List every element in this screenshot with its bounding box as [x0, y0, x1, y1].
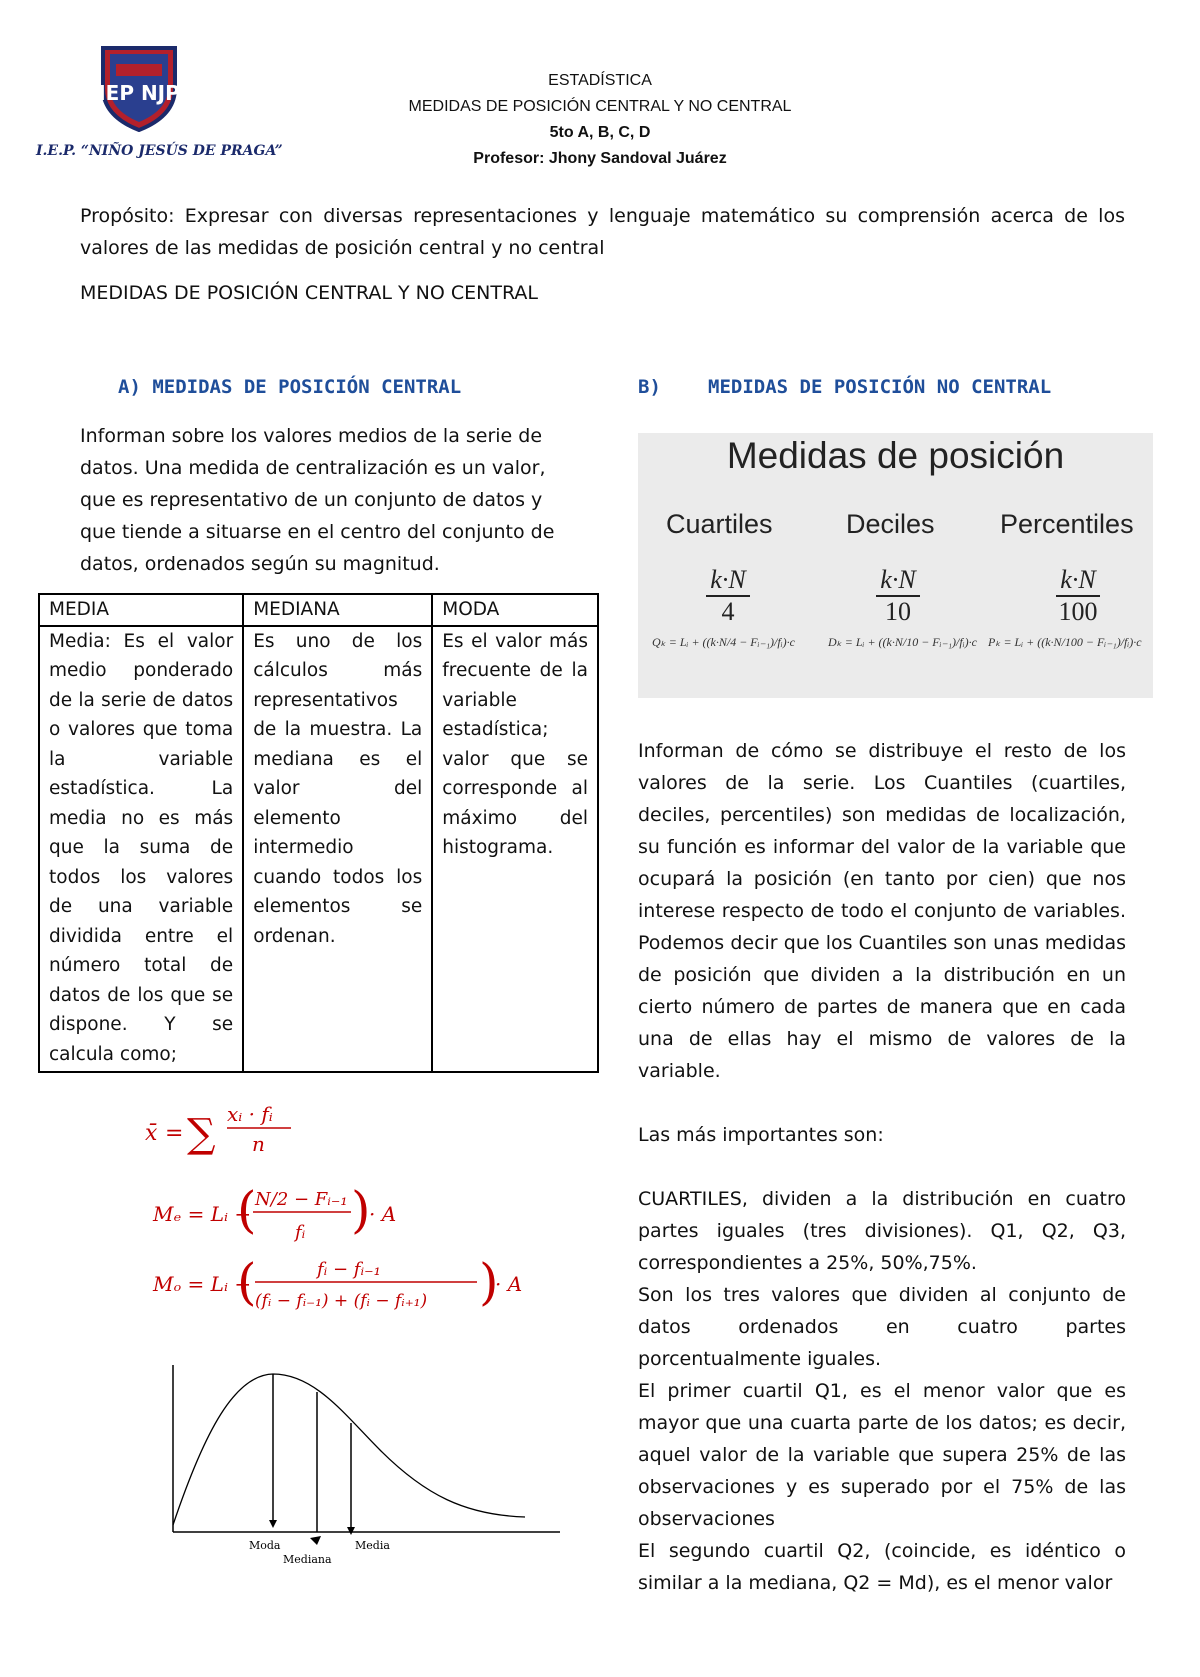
mean-numerator: xᵢ · fᵢ [227, 1102, 273, 1126]
section-a-intro: Informan sobre los valores medios de la serie de datos. Una medida de centralización es un valor, que es representativo de un conjunto de datos y que tiende a situarse en el centro del conjunto de datos, ordenados según su magnitud. [80, 425, 555, 575]
table-cell-moda: Es el valor más frecuente de la variable estadística; valor que se corresponde al máximo del histograma. [432, 626, 598, 1072]
formulas-image [145, 1095, 545, 1315]
percentile-formula: Pₖ = Lᵢ + ((k·N/100 − Fᵢ₋₁)/fᵢ)·c [988, 635, 1142, 649]
measures-table [38, 593, 599, 1073]
decile-formula: Dₖ = Lᵢ + ((k·N/10 − Fᵢ₋₁)/fᵢ)·c [828, 635, 977, 649]
svg-text:(: ( [237, 1253, 257, 1311]
mean-symbol: x̄ [145, 1121, 158, 1146]
svg-text:=: = [165, 1121, 184, 1146]
quartile-fraction [693, 565, 763, 627]
grades: 5to A, B, C, D [549, 124, 651, 141]
section-a-title: A) MEDIDAS DE POSICIÓN CENTRAL [118, 376, 462, 398]
page-subtitle: MEDIDAS DE POSICIÓN CENTRAL Y NO CENTRAL [80, 282, 538, 304]
topic-title: MEDIDAS DE POSICIÓN CENTRAL Y NO CENTRAL [408, 98, 792, 115]
svg-text:): ) [351, 1181, 371, 1239]
paragraph-quantiles: Informan de cómo se distribuye el resto de los valores de la serie. Los Cuantiles (cuartiles, deciles, percentiles) son medidas de localización, su función es informar del valor de la variable que ocupará la posición (en tanto por cien) que nos interese respecto de todo el conjunto de variables. Podemos decir que los Cuantiles son unas medidas de posición que dividen a la distribución en un cierto número de partes de manera que en cada una de ellas hay el mismo de valores de la variable. [638, 740, 1126, 1082]
logo-text: IEP NJP [98, 81, 180, 105]
table-cell-media: Media: Es el valor medio ponderado de la serie de datos o valores que toma la variable estadística. La media no es más que la suma de todos los valores de una variable dividida entre el número total de datos de los que se dispone. Y se calcula como; [39, 626, 243, 1072]
median-numerator: N/2 − Fᵢ₋₁ [255, 1189, 348, 1210]
skewed-distribution-chart [165, 1360, 565, 1565]
quartile-den: 4 [721, 597, 735, 626]
purpose: Propósito: Expresar con diversas representaciones y lenguaje matemático su comprensión acerca de los valores de las medidas de posición central y no central [80, 205, 1125, 259]
quartile-formula: Qₖ = Lᵢ + ((k·N/4 − Fᵢ₋₁)/fᵢ)·c [652, 635, 795, 649]
mode-amplitude: · A [495, 1272, 523, 1296]
deciles-heading: Deciles [846, 509, 935, 539]
percentile-fraction [1043, 565, 1113, 627]
median-denominator: fᵢ [295, 1222, 306, 1243]
table-cell-mediana: Es uno de los cálculos más representativos de la muestra. La mediana es el valor del elemento intermedio cuando todos los elementos se ordenan. [243, 626, 432, 1072]
mean-denominator: n [252, 1132, 265, 1156]
section-b-title: MEDIDAS DE POSICIÓN NO CENTRAL [708, 376, 1052, 398]
quartiles-heading: Cuartiles [666, 509, 773, 539]
subject-title: ESTADÍSTICA [548, 72, 652, 89]
section-b-body [638, 735, 1126, 1599]
mean-label: Media [355, 1539, 390, 1552]
median-lhs: Mₑ = Lᵢ + [153, 1202, 252, 1226]
paragraph-first-quartile: El primer cuartil Q1, es el menor valor que es mayor que una cuarta parte de los datos; es decir, aquel valor de la variable que supera 25% de las observaciones y es superado por el 75% de las observaciones [638, 1380, 1126, 1530]
mode-lhs: Mₒ = Lᵢ + [153, 1272, 252, 1296]
mode-denominator: (fᵢ − fᵢ₋₁) + (fᵢ − fᵢ₊₁) [255, 1291, 428, 1311]
table-header-media: MEDIA [39, 594, 243, 626]
median-label: Mediana [283, 1553, 332, 1565]
svg-text:): ) [479, 1253, 499, 1311]
paragraph-second-quartile: El segundo cuartil Q2, (coincide, es idéntico o similar a la mediana, Q2 = Md), es el menor valor [638, 1540, 1126, 1594]
decile-num: k·N [876, 565, 919, 597]
paragraph-quartiles: CUARTILES, dividen a la distribución en cuatro partes iguales (tres divisiones). Q1, Q2, Q3, correspondientes a 25%, 50%,75%. [638, 1188, 1126, 1274]
decile-den: 10 [885, 597, 911, 626]
image-title: Medidas de posición [726, 435, 1065, 476]
school-logo [98, 42, 180, 132]
table-header-moda: MODA [432, 594, 598, 626]
quartile-num: k·N [706, 565, 749, 597]
percentile-den: 100 [1058, 597, 1098, 626]
teacher: Profesor: Jhony Sandoval Juárez [473, 150, 727, 167]
mode-numerator: fᵢ − fᵢ₋₁ [317, 1259, 381, 1280]
mode-label: Moda [249, 1539, 281, 1552]
sum-symbol: ∑ [187, 1111, 216, 1157]
svg-text:(: ( [237, 1181, 257, 1239]
school-name: I.E.P. “NIÑO JESÚS DE PRAGA” [36, 143, 283, 159]
median-amplitude: · A [369, 1202, 397, 1226]
position-measures-image [638, 433, 1153, 698]
section-b-letter: B) [638, 376, 661, 398]
paragraph-most-important: Las más importantes son: [638, 1124, 884, 1146]
table-header-mediana: MEDIANA [243, 594, 432, 626]
percentiles-heading: Percentiles [1000, 509, 1134, 539]
decile-fraction [863, 565, 933, 627]
paragraph-three-values: Son los tres valores que dividen al conjunto de datos ordenados en cuatro partes porcentualmente iguales. [638, 1284, 1126, 1370]
percentile-num: k·N [1056, 565, 1099, 597]
